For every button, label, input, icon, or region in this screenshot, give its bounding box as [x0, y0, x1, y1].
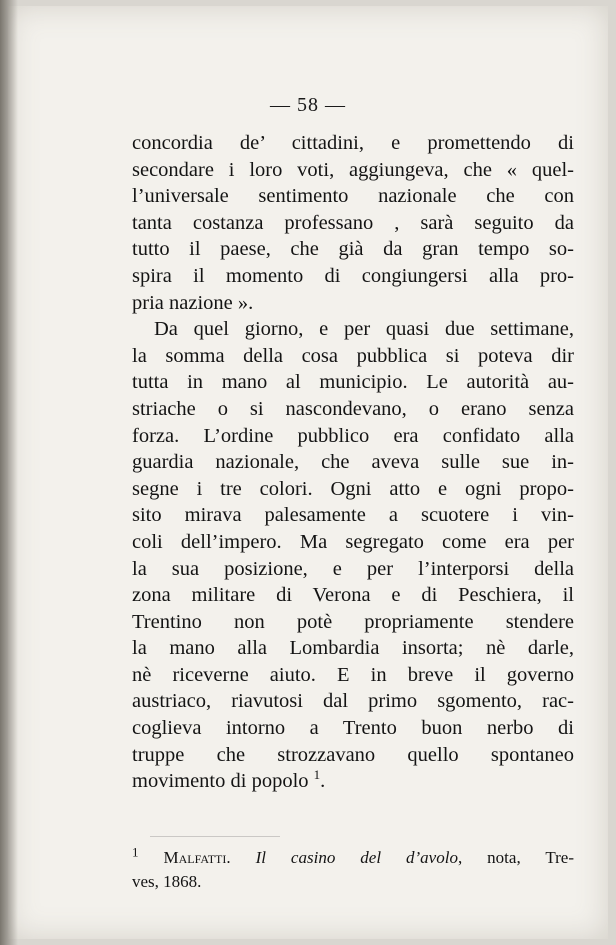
- spine-shadow: [0, 0, 18, 945]
- footnote-rule: [150, 836, 280, 837]
- text-line-17: la sua posizione, e per l’interporsi della: [132, 557, 574, 580]
- text-line-7: pria nazione ».: [132, 291, 254, 314]
- text-line-14: segne i tre colori. Ogni atto e ogni propo-: [132, 477, 574, 500]
- text-line-1: concordia de’ cittadini, e promettendo di: [132, 132, 574, 154]
- text-line-2: secondare i loro voti, aggiungeva, che « quel-: [132, 158, 574, 181]
- footnote-marker: 1: [132, 844, 139, 860]
- main-text: [132, 130, 574, 795]
- text-line-25: movimento di popolo $^1$.: [132, 767, 326, 793]
- page-number: — 58 —: [270, 94, 346, 116]
- footnote: [132, 846, 574, 894]
- text-line-18: zona militare di Verona e di Peschiera, il: [132, 584, 574, 607]
- footnote-author: Malfatti.: [163, 848, 231, 867]
- text-line-12: forza. L’ordine pubblico era confidato alla: [132, 424, 574, 447]
- text-line-6: spira il momento di congiungersi alla pro-: [132, 264, 574, 287]
- footnote-line-2: ves, 1868.: [132, 872, 202, 891]
- text-line-5: tutto il paese, che già da gran tempo so-: [132, 238, 574, 261]
- text-line-13: guardia nazionale, che aveva sulle sue in-: [132, 451, 574, 474]
- text-line-16: coli dell’impero. Ma segregato come era per: [132, 530, 574, 553]
- footnote-after-title: , nota, Tre-: [457, 848, 575, 867]
- text-line-9: la somma della cosa pubblica si poteva dir: [132, 344, 574, 367]
- text-line-23: coglieva intorno a Trento buon nerbo di: [132, 717, 574, 740]
- text-line-15: sito mirava palesamente a scuotere i vin-: [132, 504, 574, 527]
- footnote-reference: 1: [313, 767, 321, 783]
- footnote-title: Il casino del d’avolo: [255, 848, 458, 867]
- text-line-19: Trentino non potè propriamente stendere: [132, 610, 574, 633]
- text-line-3: l’universale sentimento nazionale che con: [132, 185, 574, 208]
- text-line-22: austriaco, riavutosi dal primo sgomento, rac-: [132, 690, 574, 713]
- text-line-8: Da quel giorno, e per quasi due settimane,: [154, 318, 574, 341]
- text-line-4: tanta costanza professano , sarà seguito da: [132, 211, 574, 234]
- text-line-25-content: movimento di popolo: [132, 770, 309, 793]
- text-line-21: nè riceverne aiuto. E in breve il governo: [132, 663, 574, 686]
- text-line-24: truppe che strozzavano quello spontaneo: [132, 743, 574, 766]
- footnote-line-1: [132, 846, 574, 870]
- text-line-11: striache o si nascondevano, o erano senza: [132, 397, 574, 420]
- text-line-10: tutta in mano al municipio. Le autorità au-: [132, 371, 574, 394]
- text-line-20: la mano alla Lombardia insorta; nè darle,: [132, 637, 574, 660]
